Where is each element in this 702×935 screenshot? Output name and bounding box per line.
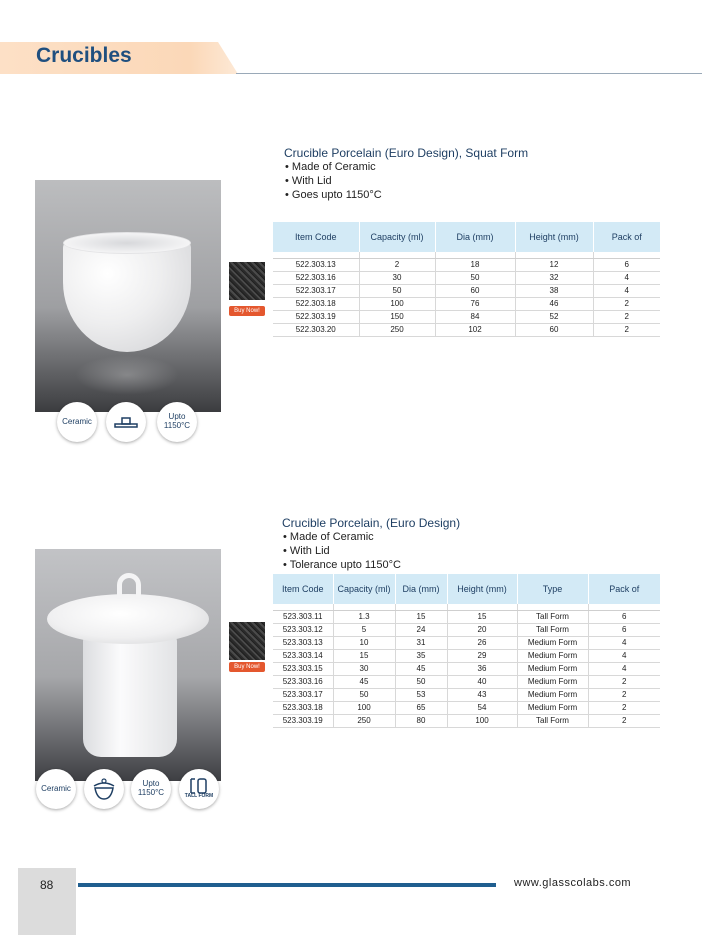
- product2-bullet-3: • Tolerance upto 1150°C: [283, 559, 401, 571]
- table-cell: 50: [395, 675, 447, 688]
- table-row: [273, 271, 660, 284]
- table-cell: 35: [395, 649, 447, 662]
- table-cell: 30: [333, 662, 395, 675]
- product1-bullet-2: • With Lid: [285, 175, 332, 187]
- col-pack: Pack of: [593, 222, 660, 252]
- table-cell: 53: [395, 688, 447, 701]
- bullet-text: Tolerance upto 1150°C: [289, 559, 401, 571]
- table-cell: 1.3: [333, 610, 395, 623]
- table-cell: 2: [588, 688, 660, 701]
- product2-bullet-1: • Made of Ceramic: [283, 531, 374, 543]
- table-row: [273, 701, 660, 714]
- table-row: [273, 323, 660, 336]
- table-cell: 4: [588, 662, 660, 675]
- table-cell: 523.303.15: [273, 662, 333, 675]
- table-cell: 29: [447, 649, 517, 662]
- table-cell: 60: [435, 284, 515, 297]
- table-cell: 26: [447, 636, 517, 649]
- table-cell: 50: [435, 271, 515, 284]
- product1-spec-table: [273, 222, 660, 337]
- temperature-badge-label: Upto 1150°C: [163, 412, 191, 430]
- lid-icon: [114, 415, 138, 429]
- table-cell: 523.303.16: [273, 675, 333, 688]
- table-cell: 2: [593, 323, 660, 336]
- table-cell: 43: [447, 688, 517, 701]
- table-cell: 100: [359, 297, 435, 310]
- squat-crucible-image: [63, 240, 191, 352]
- table-cell: 2: [593, 310, 660, 323]
- table-cell: 54: [447, 701, 517, 714]
- table-cell: 6: [593, 258, 660, 271]
- table-row: [273, 649, 660, 662]
- table-cell: 522.303.18: [273, 297, 359, 310]
- product1-title: Crucible Porcelain (Euro Design), Squat Form: [284, 146, 529, 160]
- table-cell: 2: [588, 714, 660, 727]
- table-cell: 5: [333, 623, 395, 636]
- product1-qr-code[interactable]: [229, 262, 265, 300]
- table-cell: 2: [588, 675, 660, 688]
- table-cell: 523.303.13: [273, 636, 333, 649]
- table-header-row: [273, 574, 660, 604]
- table-cell: 18: [435, 258, 515, 271]
- lid-badge: [106, 402, 146, 442]
- ceramic-badge-label: Ceramic: [41, 783, 71, 793]
- table-cell: Tall Form: [517, 714, 588, 727]
- table-cell: 522.303.19: [273, 310, 359, 323]
- col-height: Height (mm): [515, 222, 593, 252]
- tall-form-badge: [179, 769, 219, 809]
- table-cell: Medium Form: [517, 701, 588, 714]
- product2-photo: [35, 549, 221, 781]
- header-rule: [236, 73, 702, 74]
- table-cell: 10: [333, 636, 395, 649]
- temperature-badge: [157, 402, 197, 442]
- table-cell: 36: [447, 662, 517, 675]
- table-cell: 80: [395, 714, 447, 727]
- table-cell: 522.303.16: [273, 271, 359, 284]
- table-cell: 6: [588, 610, 660, 623]
- table-cell: 31: [395, 636, 447, 649]
- col-item-code: Item Code: [273, 574, 333, 604]
- bullet-text: Made of Ceramic: [289, 531, 374, 543]
- page-number: 88: [40, 878, 54, 892]
- ceramic-badge-label: Ceramic: [62, 416, 92, 426]
- ceramic-badge: [57, 402, 97, 442]
- table-cell: 15: [447, 610, 517, 623]
- crucible-lid-badge: [84, 769, 124, 809]
- table-cell: 52: [515, 310, 593, 323]
- table-cell: 46: [515, 297, 593, 310]
- table-cell: 45: [333, 675, 395, 688]
- table-row: [273, 284, 660, 297]
- table-row: [273, 688, 660, 701]
- table-cell: 32: [515, 271, 593, 284]
- temperature-badge: [131, 769, 171, 809]
- table-cell: Medium Form: [517, 636, 588, 649]
- bullet-text: Made of Ceramic: [291, 161, 376, 173]
- table-cell: 102: [435, 323, 515, 336]
- table-cell: 250: [333, 714, 395, 727]
- table-cell: Tall Form: [517, 610, 588, 623]
- table-row: [273, 636, 660, 649]
- table-row: [273, 297, 660, 310]
- table-cell: 50: [333, 688, 395, 701]
- product2-spec-table: [273, 574, 660, 728]
- crucible-rim: [63, 232, 191, 254]
- product2-title: Crucible Porcelain, (Euro Design): [282, 516, 461, 530]
- table-cell: Medium Form: [517, 675, 588, 688]
- table-cell: 4: [593, 284, 660, 297]
- table-cell: 4: [588, 649, 660, 662]
- ceramic-badge: [36, 769, 76, 809]
- table-cell: 150: [359, 310, 435, 323]
- table-cell: 60: [515, 323, 593, 336]
- tall-form-icon: [189, 778, 209, 794]
- product1-buy-now-button[interactable]: Buy Now!: [229, 306, 265, 316]
- table-cell: 523.303.19: [273, 714, 333, 727]
- col-dia: Dia (mm): [395, 574, 447, 604]
- table-cell: 523.303.18: [273, 701, 333, 714]
- table-cell: 40: [447, 675, 517, 688]
- table-cell: Tall Form: [517, 623, 588, 636]
- col-dia: Dia (mm): [435, 222, 515, 252]
- bullet-text: Goes upto 1150°C: [291, 189, 382, 201]
- table-cell: 30: [359, 271, 435, 284]
- table-cell: 65: [395, 701, 447, 714]
- table-row: [273, 662, 660, 675]
- product1-bullet-3: • Goes upto 1150°C: [285, 189, 382, 201]
- table-cell: 24: [395, 623, 447, 636]
- col-pack: Pack of: [588, 574, 660, 604]
- table-cell: 45: [395, 662, 447, 675]
- table-cell: 522.303.20: [273, 323, 359, 336]
- crucible-lid-image: [47, 594, 209, 644]
- product2-buy-now-button[interactable]: Buy Now!: [229, 662, 265, 672]
- product1-photo: [35, 180, 221, 412]
- table-cell: 522.303.17: [273, 284, 359, 297]
- page-title: Crucibles: [36, 44, 132, 67]
- col-capacity: Capacity (ml): [359, 222, 435, 252]
- bullet-text: With Lid: [291, 175, 332, 187]
- table-cell: 6: [588, 623, 660, 636]
- col-type: Type: [517, 574, 588, 604]
- table-cell: 50: [359, 284, 435, 297]
- crucible-body-image: [83, 637, 177, 757]
- table-row: [273, 310, 660, 323]
- table-cell: Medium Form: [517, 649, 588, 662]
- table-cell: 84: [435, 310, 515, 323]
- table-cell: 4: [588, 636, 660, 649]
- table-cell: 15: [333, 649, 395, 662]
- table-cell: 100: [447, 714, 517, 727]
- col-item-code: Item Code: [273, 222, 359, 252]
- table-row: [273, 610, 660, 623]
- table-cell: 76: [435, 297, 515, 310]
- col-capacity: Capacity (ml): [333, 574, 395, 604]
- table-cell: 523.303.14: [273, 649, 333, 662]
- crucible-with-lid-icon: [91, 777, 117, 801]
- table-cell: 12: [515, 258, 593, 271]
- tall-form-label: TALL FORM: [184, 793, 214, 800]
- table-row: [273, 714, 660, 727]
- table-cell: 15: [395, 610, 447, 623]
- table-cell: 523.303.17: [273, 688, 333, 701]
- product2-qr-code[interactable]: [229, 622, 265, 660]
- footer-rule: [78, 883, 496, 887]
- table-cell: 522.303.13: [273, 258, 359, 271]
- table-cell: 100: [333, 701, 395, 714]
- table-cell: 4: [593, 271, 660, 284]
- product1-bullet-1: • Made of Ceramic: [285, 161, 376, 173]
- table-cell: 2: [359, 258, 435, 271]
- table-cell: 523.303.12: [273, 623, 333, 636]
- table-row: [273, 675, 660, 688]
- lid-knob: [117, 573, 141, 599]
- table-cell: 20: [447, 623, 517, 636]
- table-cell: 38: [515, 284, 593, 297]
- table-cell: 523.303.11: [273, 610, 333, 623]
- table-header-row: [273, 222, 660, 252]
- footer-website-link[interactable]: www.glasscolabs.com: [514, 877, 632, 889]
- table-cell: Medium Form: [517, 662, 588, 675]
- table-cell: 2: [588, 701, 660, 714]
- table-row: [273, 623, 660, 636]
- table-row: [273, 258, 660, 271]
- col-height: Height (mm): [447, 574, 517, 604]
- table-cell: 2: [593, 297, 660, 310]
- table-cell: Medium Form: [517, 688, 588, 701]
- product2-bullet-2: • With Lid: [283, 545, 330, 557]
- crucible-reflection: [75, 355, 179, 395]
- temperature-badge-label: Upto 1150°C: [137, 779, 165, 797]
- table-cell: 250: [359, 323, 435, 336]
- bullet-text: With Lid: [289, 545, 330, 557]
